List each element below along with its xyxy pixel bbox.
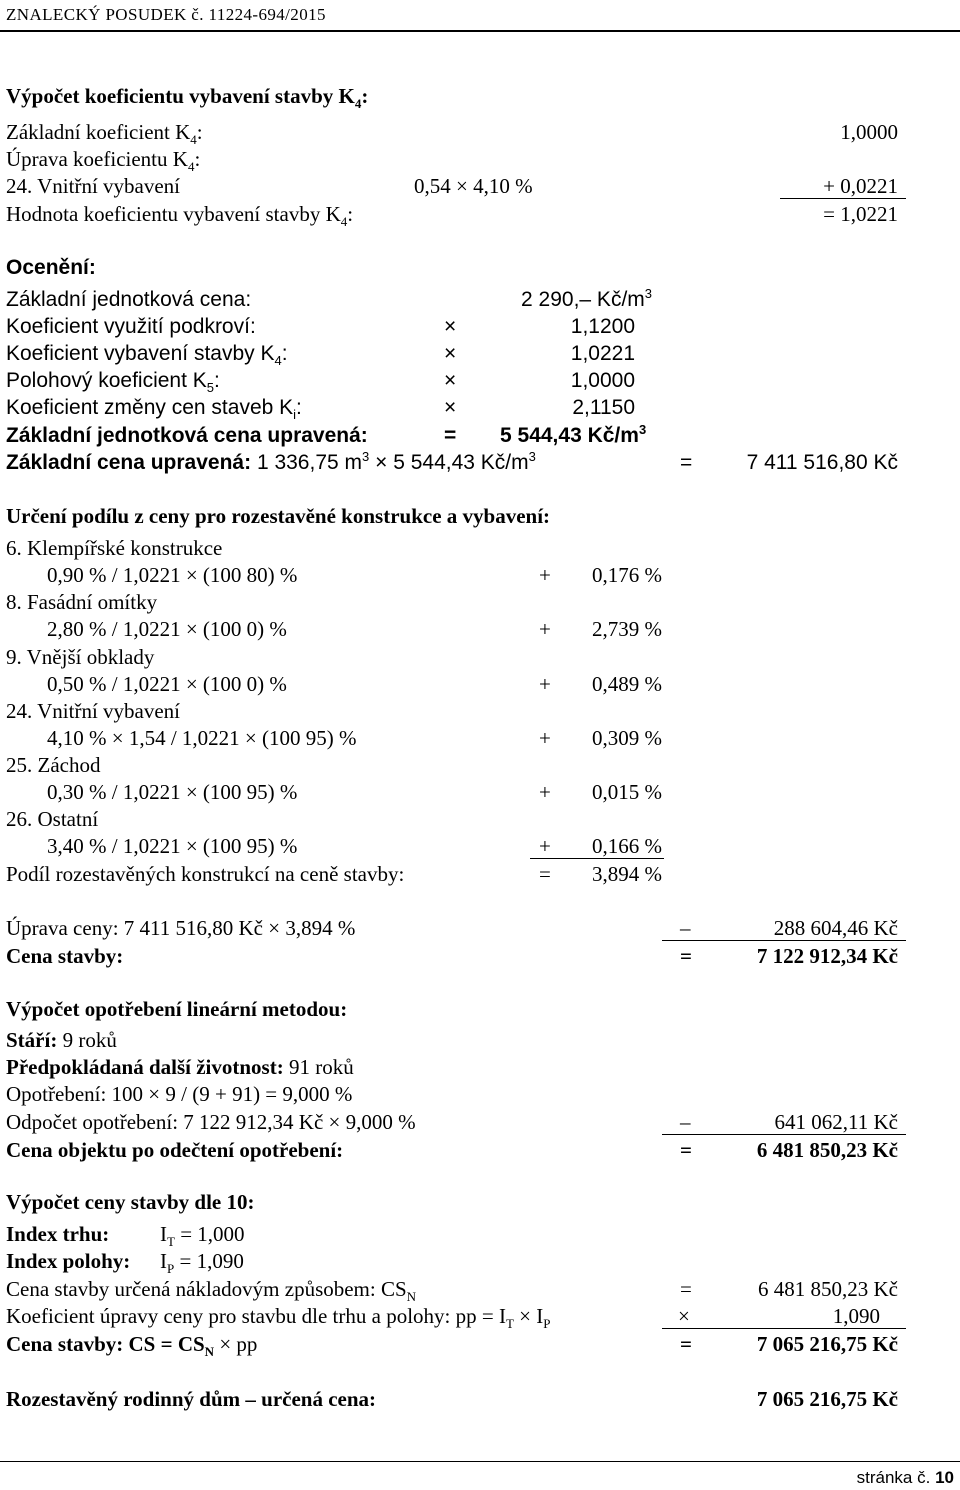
podil-item-value: 0,489 %: [592, 672, 662, 696]
oceneni-row-value: 1,1200: [570, 315, 635, 338]
oceneni-row-label: Základní jednotková cena:: [6, 288, 252, 311]
k4-base-label: Základní koeficient $K_4$:: [6, 120, 203, 148]
par10-cs-label: Cena stavby: CS = $CS_N$ × pp: [6, 1332, 258, 1360]
podil-item-name: 8. Fasádní omítky: [6, 590, 158, 614]
podil-item-name: 25. Záchod: [6, 753, 101, 777]
oceneni-adjusted-label: Základní jednotková cena upravená:: [6, 424, 368, 447]
podil-item-op: +: [539, 617, 551, 641]
podil-item-value: 0,015 %: [592, 780, 662, 804]
oceneni-heading: Ocenění:: [6, 256, 96, 279]
podil-item-calc: 4,10 % × 1,54 / 1,0221 × (100 95) %: [47, 726, 357, 750]
opotrebeni-age: Stáří: 9 roků: [6, 1028, 117, 1052]
opotrebeni-deduct-op: –: [680, 1110, 691, 1134]
k4-base-value: 1,0000: [840, 120, 898, 144]
podil-item-calc: 0,90 % / 1,0221 × (100 80) %: [47, 563, 298, 587]
podil-item-name: 6. Klempířské konstrukce: [6, 536, 223, 560]
k4-heading: Výpočet koeficientu vybavení stavby $K_4$:: [6, 84, 369, 112]
opotrebeni-deduct-value: 641 062,11 Kč: [774, 1110, 898, 1134]
par10-pp-label: Koeficient úpravy ceny pro stavbu dle trhu a polohy: pp = $I_T \times I_P$: [6, 1304, 551, 1332]
podil-item-op: +: [539, 780, 551, 804]
oceneni-row-label: Koeficient změny cen staveb $K_i$:: [6, 396, 302, 423]
oceneni-row-label: Koeficient využití podkroví:: [6, 315, 256, 338]
oceneni-adjusted-op: =: [444, 424, 457, 447]
podil-total-op: =: [539, 862, 551, 886]
par10-csn-label: Cena stavby určená nákladovým způsobem: $CS_N$: [6, 1277, 417, 1305]
podil-item-calc: 0,50 % / 1,0221 × (100 0) %: [47, 672, 287, 696]
podil-item-calc: 3,40 % / 1,0221 × (100 95) %: [47, 834, 298, 858]
k4-total-value: = 1,0221: [823, 202, 898, 226]
opotrebeni-deduct-label: Odpočet opotřebení: 7 122 912,34 Kč × 9,000 %: [6, 1110, 416, 1134]
uprava-op: –: [680, 916, 691, 940]
podil-item-value: 2,739 %: [592, 617, 662, 641]
podil-item-calc: 2,80 % / 1,0221 × (100 0) %: [47, 617, 287, 641]
oceneni-adjusted-value: 5 544,43 $Kč/m^3$: [500, 422, 647, 447]
oceneni-row-value: 2 290,– $Kč/m^3$: [521, 286, 652, 311]
oceneni-base-price-value: 7 411 516,80 Kč: [746, 451, 898, 474]
par10-pol-value: $I_P = 1,090$: [160, 1249, 244, 1277]
podil-item-op: +: [539, 563, 551, 587]
podil-sum-rule: [530, 858, 664, 859]
cena-stavby-label: Cena stavby:: [6, 944, 124, 968]
header-rule: [0, 30, 960, 32]
opotrebeni-wear: Opotřebení: 100 × 9 / (9 + 91) = 9,000 %: [6, 1082, 353, 1106]
podil-item-calc: 0,30 % / 1,0221 × (100 95) %: [47, 780, 298, 804]
oceneni-row-op: ×: [444, 315, 457, 338]
podil-total-label: Podíl rozestavěných konstrukcí na ceně stavby:: [6, 862, 405, 886]
opotrebeni-rule: [662, 1134, 906, 1135]
final-value: 7 065 216,75 Kč: [756, 1387, 898, 1411]
cena-stavby-value: 7 122 912,34 Kč: [756, 944, 898, 968]
oceneni-row-value: 1,0221: [570, 342, 635, 365]
opotrebeni-heading: Výpočet opotřebení lineární metodou:: [6, 997, 348, 1021]
par10-cs-value: 7 065 216,75 Kč: [756, 1332, 898, 1356]
podil-item-value: 0,176 %: [592, 563, 662, 587]
opotrebeni-result-op: =: [680, 1138, 692, 1162]
opotrebeni-result-value: 6 481 850,23 Kč: [756, 1138, 898, 1162]
k4-item-label: 24. Vnitřní vybavení: [6, 174, 181, 198]
opotrebeni-life: Předpokládaná další životnost: 91 roků: [6, 1055, 354, 1079]
k4-item-value: + 0,0221: [823, 174, 898, 198]
par10-heading: Výpočet ceny stavby dle 10:: [6, 1190, 255, 1214]
par10-trh-label: Index trhu:: [6, 1222, 110, 1246]
oceneni-row-label: Koeficient vybavení stavby $K_4$:: [6, 342, 288, 369]
podil-item-value: 0,166 %: [592, 834, 662, 858]
par10-pp-value: 1,090: [832, 1304, 880, 1328]
k4-sum-rule: [780, 198, 906, 199]
uprava-rule: [662, 940, 906, 941]
opotrebeni-result-label: Cena objektu po odečtení opotřebení:: [6, 1138, 344, 1162]
page-footer: stránka č. 10: [856, 1468, 954, 1487]
par10-csn-op: =: [680, 1277, 692, 1301]
k4-item-calc: 0,54 × 4,10 %: [414, 174, 533, 198]
par10-trh-value: $I_T = 1,000$: [160, 1222, 245, 1250]
podil-item-name: 26. Ostatní: [6, 807, 99, 831]
final-label: Rozestavěný rodinný dům – určená cena:: [6, 1387, 377, 1411]
par10-rule: [662, 1328, 906, 1329]
oceneni-base-price-op: =: [680, 451, 693, 474]
uprava-value: 288 604,46 Kč: [773, 916, 898, 940]
k4-total-label: Hodnota koeficientu vybavení stavby $K_4$:: [6, 202, 354, 230]
document-header: ZNALECKÝ POSUDEK č. 11224-694/2015: [6, 5, 326, 24]
oceneni-row-op: ×: [444, 342, 457, 365]
uprava-label: Úprava ceny: 7 411 516,80 Kč × 3,894 %: [6, 916, 356, 940]
par10-csn-value: 6 481 850,23 Kč: [758, 1277, 898, 1301]
podil-total-value: 3,894 %: [592, 862, 662, 886]
oceneni-base-price: Základní cena upravená: 1 336,75 $m^3 \times 5$ 544,43 $Kč/m^3$: [6, 449, 536, 474]
footer-rule: [0, 1461, 960, 1462]
podil-item-name: 24. Vnitřní vybavení: [6, 699, 181, 723]
oceneni-row-label: Polohový koeficient $K_5$:: [6, 369, 220, 396]
oceneni-row-value: 1,0000: [570, 369, 635, 392]
par10-pp-op: ×: [678, 1304, 690, 1328]
k4-adjust-label: Úprava koeficientu $K_4$:: [6, 147, 201, 175]
podil-item-op: +: [539, 672, 551, 696]
cena-stavby-op: =: [680, 944, 692, 968]
podil-heading: Určení podílu z ceny pro rozestavěné konstrukce a vybavení:: [6, 504, 551, 528]
podil-item-name: 9. Vnější obklady: [6, 645, 155, 669]
podil-item-op: +: [539, 834, 551, 858]
podil-item-value: 0,309 %: [592, 726, 662, 750]
podil-item-op: +: [539, 726, 551, 750]
oceneni-row-op: ×: [444, 369, 457, 392]
oceneni-row-value: 2,1150: [572, 396, 635, 419]
par10-pol-label: Index polohy:: [6, 1249, 131, 1273]
par10-cs-op: =: [680, 1332, 692, 1356]
oceneni-row-op: ×: [444, 396, 457, 419]
